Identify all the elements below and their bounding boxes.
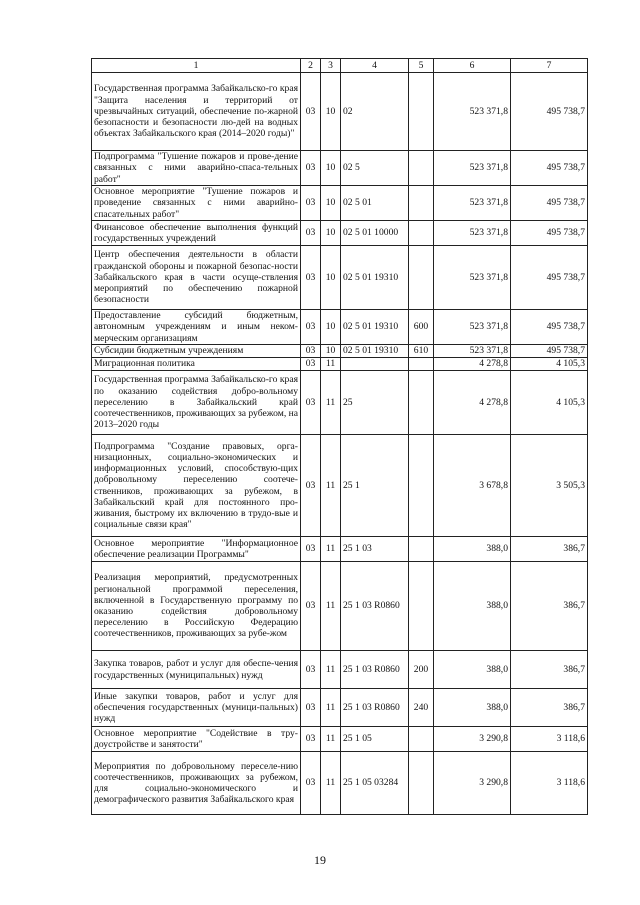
row-amount-2017-cell: 3 290,8 bbox=[434, 727, 511, 752]
row-target-code-cell: 25 1 05 bbox=[341, 727, 409, 752]
row-expense-type-cell bbox=[409, 221, 434, 246]
row-section-cell: 03 bbox=[301, 752, 321, 815]
row-amount-2018-cell: 495 738,7 bbox=[511, 221, 588, 246]
row-amount-2018-cell: 495 738,7 bbox=[511, 73, 588, 151]
row-target-code-cell: 02 5 01 19310 bbox=[341, 246, 409, 310]
row-amount-2017-cell: 388,0 bbox=[434, 537, 511, 562]
table-row bbox=[92, 651, 588, 689]
row-target-code-cell bbox=[341, 358, 409, 371]
row-subsection-cell: 11 bbox=[321, 358, 341, 371]
row-amount-2018-cell: 3 118,6 bbox=[511, 752, 588, 815]
row-target-code-cell: 02 5 01 bbox=[341, 186, 409, 221]
row-name-cell: Миграционная политика bbox=[92, 358, 301, 371]
row-amount-2018-cell: 495 738,7 bbox=[511, 345, 588, 358]
row-amount-2018-cell: 495 738,7 bbox=[511, 186, 588, 221]
row-subsection-cell: 11 bbox=[321, 371, 341, 435]
row-amount-2018-cell: 386,7 bbox=[511, 562, 588, 651]
row-section-cell: 03 bbox=[301, 221, 321, 246]
row-name-cell: Предоставление субсидий бюджетным, автономным учреждениям и иным неком-мерческим организациям bbox=[92, 310, 301, 345]
row-amount-2018-cell: 3 118,6 bbox=[511, 727, 588, 752]
row-section-cell: 03 bbox=[301, 727, 321, 752]
row-expense-type-cell bbox=[409, 371, 434, 435]
table-row bbox=[92, 752, 588, 815]
row-name-cell: Субсидии бюджетным учреждениям bbox=[92, 345, 301, 358]
row-amount-2017-cell: 3 678,8 bbox=[434, 435, 511, 537]
table-row bbox=[92, 73, 588, 151]
row-name-cell: Подпрограмма "Создание правовых, орга-низационных, социально-экономических и информационных условий, способствую-щих добровольному переселению соотече-ственников, проживающих за рубежом, в Забайкальский край для постоянного про-живания, быстрому их включению в трудо-вые и социальные связи края" bbox=[92, 435, 301, 537]
row-amount-2017-cell: 388,0 bbox=[434, 651, 511, 689]
row-name-cell: Центр обеспечения деятельности в области гражданской обороны и пожарной безопас-ности Забайкальского края в части осуще-ствления мероприятий по обеспечению пожарной безопасности bbox=[92, 246, 301, 310]
table-row bbox=[92, 358, 588, 371]
row-expense-type-cell bbox=[409, 562, 434, 651]
row-target-code-cell: 25 1 03 bbox=[341, 537, 409, 562]
row-amount-2018-cell: 3 505,3 bbox=[511, 435, 588, 537]
table-row bbox=[92, 689, 588, 727]
table-row bbox=[92, 246, 588, 310]
row-amount-2017-cell: 523 371,8 bbox=[434, 221, 511, 246]
row-subsection-cell: 11 bbox=[321, 727, 341, 752]
row-target-code-cell: 25 1 03 R0860 bbox=[341, 562, 409, 651]
row-section-cell: 03 bbox=[301, 73, 321, 151]
row-amount-2017-cell: 388,0 bbox=[434, 562, 511, 651]
row-name-cell: Подпрограмма "Тушение пожаров и прове-дение связанных с ними аварийно-спаса-тельных работ" bbox=[92, 151, 301, 186]
row-amount-2017-cell: 4 278,8 bbox=[434, 358, 511, 371]
table-row bbox=[92, 537, 588, 562]
row-subsection-cell: 10 bbox=[321, 246, 341, 310]
row-target-code-cell: 25 1 03 R0860 bbox=[341, 689, 409, 727]
row-name-cell: Закупка товаров, работ и услуг для обеспе-чения государственных (муниципальных) нужд bbox=[92, 651, 301, 689]
table-row bbox=[92, 371, 588, 435]
row-subsection-cell: 10 bbox=[321, 151, 341, 186]
row-target-code-cell: 25 1 03 R0860 bbox=[341, 651, 409, 689]
row-target-code-cell: 25 bbox=[341, 371, 409, 435]
row-amount-2017-cell: 523 371,8 bbox=[434, 246, 511, 310]
row-expense-type-cell bbox=[409, 73, 434, 151]
row-section-cell: 03 bbox=[301, 689, 321, 727]
column-header: 3 bbox=[321, 59, 341, 73]
table-row bbox=[92, 310, 588, 345]
row-subsection-cell: 11 bbox=[321, 651, 341, 689]
row-expense-type-cell bbox=[409, 537, 434, 562]
row-amount-2017-cell: 388,0 bbox=[434, 689, 511, 727]
table-header-row bbox=[92, 59, 588, 73]
row-amount-2017-cell: 523 371,8 bbox=[434, 151, 511, 186]
row-amount-2017-cell: 3 290,8 bbox=[434, 752, 511, 815]
row-amount-2017-cell: 523 371,8 bbox=[434, 310, 511, 345]
row-expense-type-cell: 240 bbox=[409, 689, 434, 727]
row-amount-2018-cell: 4 105,3 bbox=[511, 371, 588, 435]
row-expense-type-cell bbox=[409, 186, 434, 221]
row-amount-2017-cell: 523 371,8 bbox=[434, 345, 511, 358]
row-target-code-cell: 02 bbox=[341, 73, 409, 151]
row-subsection-cell: 11 bbox=[321, 562, 341, 651]
page-number: 19 bbox=[314, 853, 326, 867]
row-name-cell: Государственная программа Забайкальско-го края "Защита населения и территорий от чрезвычайных ситуаций, обеспечение по-жарной безопасности и безопасности лю-дей на водных объектах Забайкальского края (2014–2020 годы)" bbox=[92, 73, 301, 151]
row-section-cell: 03 bbox=[301, 651, 321, 689]
column-header: 4 bbox=[341, 59, 409, 73]
row-amount-2018-cell: 495 738,7 bbox=[511, 310, 588, 345]
row-section-cell: 03 bbox=[301, 310, 321, 345]
row-target-code-cell: 02 5 01 19310 bbox=[341, 310, 409, 345]
row-name-cell: Финансовое обеспечение выполнения функций государственных учреждений bbox=[92, 221, 301, 246]
row-expense-type-cell bbox=[409, 435, 434, 537]
row-section-cell: 03 bbox=[301, 246, 321, 310]
row-amount-2017-cell: 523 371,8 bbox=[434, 186, 511, 221]
table-row bbox=[92, 345, 588, 358]
row-expense-type-cell: 200 bbox=[409, 651, 434, 689]
row-amount-2017-cell: 4 278,8 bbox=[434, 371, 511, 435]
row-name-cell: Реализация мероприятий, предусмотренных региональной программой переселения, включенной в Государственную программу по оказанию содействия добровольному переселению в Российскую Федерацию соотечественников, проживающих за рубе-жом bbox=[92, 562, 301, 651]
table-row bbox=[92, 186, 588, 221]
row-expense-type-cell bbox=[409, 727, 434, 752]
row-expense-type-cell bbox=[409, 151, 434, 186]
row-amount-2018-cell: 386,7 bbox=[511, 537, 588, 562]
row-amount-2018-cell: 4 105,3 bbox=[511, 358, 588, 371]
row-expense-type-cell bbox=[409, 246, 434, 310]
row-subsection-cell: 10 bbox=[321, 73, 341, 151]
column-header: 1 bbox=[92, 59, 301, 73]
column-header: 2 bbox=[301, 59, 321, 73]
column-header: 5 bbox=[409, 59, 434, 73]
row-subsection-cell: 10 bbox=[321, 345, 341, 358]
row-target-code-cell: 25 1 05 03284 bbox=[341, 752, 409, 815]
row-subsection-cell: 11 bbox=[321, 689, 341, 727]
table-row bbox=[92, 221, 588, 246]
row-name-cell: Иные закупки товаров, работ и услуг для обеспечения государственных (муници-пальных) нужд bbox=[92, 689, 301, 727]
row-section-cell: 03 bbox=[301, 435, 321, 537]
row-amount-2018-cell: 495 738,7 bbox=[511, 151, 588, 186]
row-section-cell: 03 bbox=[301, 562, 321, 651]
row-subsection-cell: 11 bbox=[321, 752, 341, 815]
row-name-cell: Мероприятия по добровольному переселе-нию соотечественников, проживающих за рубежом, для социально-экономического и демографического развития Забайкальского края bbox=[92, 752, 301, 815]
row-name-cell: Основное мероприятие "Тушение пожаров и проведение связанных с ними аварийно-спасательных работ" bbox=[92, 186, 301, 221]
row-section-cell: 03 bbox=[301, 371, 321, 435]
row-expense-type-cell bbox=[409, 752, 434, 815]
table-row bbox=[92, 562, 588, 651]
row-amount-2018-cell: 386,7 bbox=[511, 651, 588, 689]
row-amount-2018-cell: 386,7 bbox=[511, 689, 588, 727]
row-section-cell: 03 bbox=[301, 186, 321, 221]
row-section-cell: 03 bbox=[301, 151, 321, 186]
row-subsection-cell: 11 bbox=[321, 435, 341, 537]
row-subsection-cell: 10 bbox=[321, 310, 341, 345]
row-section-cell: 03 bbox=[301, 358, 321, 371]
row-expense-type-cell: 610 bbox=[409, 345, 434, 358]
column-header: 6 bbox=[434, 59, 511, 73]
budget-table bbox=[91, 58, 588, 815]
row-amount-2017-cell: 523 371,8 bbox=[434, 73, 511, 151]
row-name-cell: Государственная программа Забайкальско-го края по оказанию содействия добро-вольному переселению в Забайкальский край соотечественников, проживающих за рубежом, на 2013–2020 годы bbox=[92, 371, 301, 435]
row-section-cell: 03 bbox=[301, 537, 321, 562]
row-section-cell: 03 bbox=[301, 345, 321, 358]
column-header: 7 bbox=[511, 59, 588, 73]
row-subsection-cell: 10 bbox=[321, 186, 341, 221]
row-name-cell: Основное мероприятие "Содействие в тру-доустройстве и занятости" bbox=[92, 727, 301, 752]
row-target-code-cell: 02 5 01 10000 bbox=[341, 221, 409, 246]
table-row bbox=[92, 435, 588, 537]
row-target-code-cell: 02 5 bbox=[341, 151, 409, 186]
row-subsection-cell: 11 bbox=[321, 537, 341, 562]
row-amount-2018-cell: 495 738,7 bbox=[511, 246, 588, 310]
table-row bbox=[92, 151, 588, 186]
table-row bbox=[92, 727, 588, 752]
row-subsection-cell: 10 bbox=[321, 221, 341, 246]
row-target-code-cell: 25 1 bbox=[341, 435, 409, 537]
row-name-cell: Основное мероприятие "Информационное обеспечение реализации Программы" bbox=[92, 537, 301, 562]
row-expense-type-cell bbox=[409, 358, 434, 371]
row-target-code-cell: 02 5 01 19310 bbox=[341, 345, 409, 358]
row-expense-type-cell: 600 bbox=[409, 310, 434, 345]
